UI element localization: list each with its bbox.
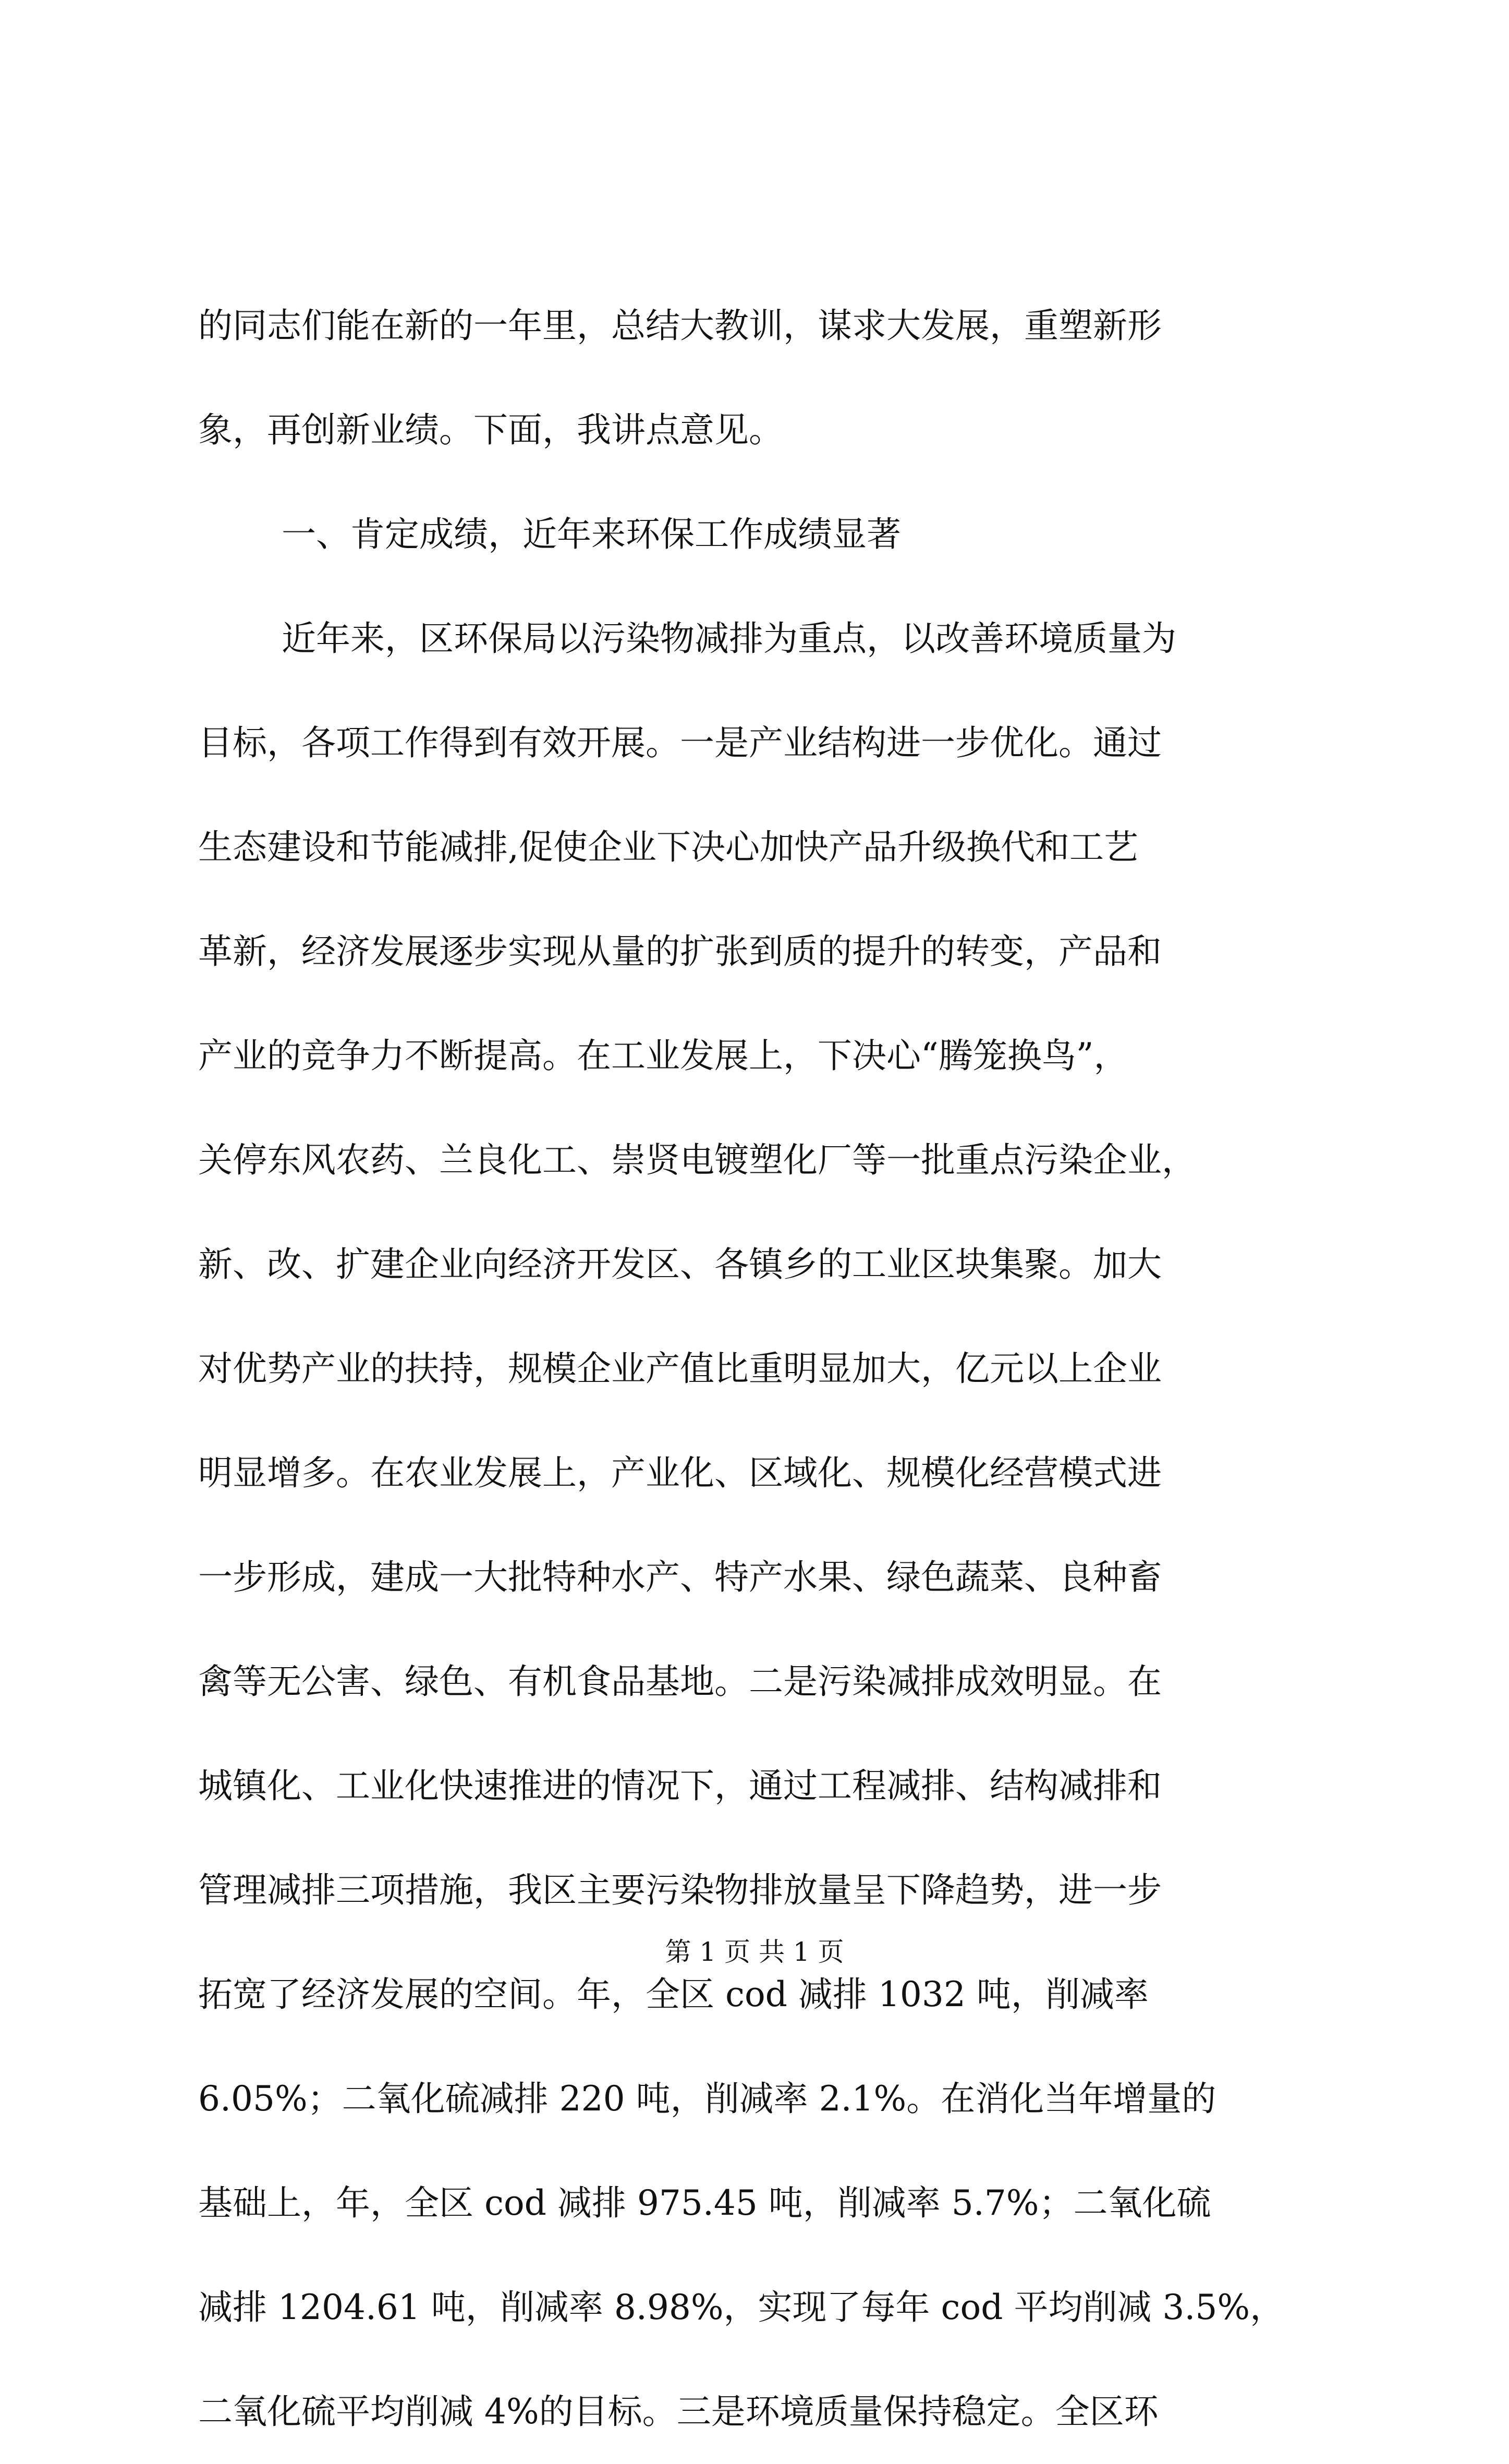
- paragraph-start-line: 近年来，区环保局以污染物减排为重点，以改善环境质量为: [282, 618, 1176, 659]
- text-line: 明显增多。在农业发展上，产业化、区域化、规模化经营模式进: [198, 1453, 1162, 1493]
- text-line: 6.05%；二氧化硫减排 220 吨，削减率 2.1%。在消化当年增量的: [198, 2079, 1216, 2119]
- section-heading: 一、肯定成绩，近年来环保工作成绩显著: [282, 514, 901, 554]
- text-line: 一步形成，建成一大批特种水产、特产水果、绿色蔬菜、良种畜: [198, 1557, 1162, 1597]
- text-line: 生态建设和节能减排,促使企业下决心加快产品升级换代和工艺: [198, 827, 1138, 867]
- text-line: 关停东风农药、兰良化工、崇贤电镀塑化厂等一批重点污染企业，: [198, 1140, 1196, 1180]
- text-line: 象，再创新业绩。下面，我讲点意见。: [198, 410, 783, 450]
- text-line: 对优势产业的扶持，规模企业产值比重明显加大，亿元以上企业: [198, 1349, 1162, 1389]
- document-body: [198, 274, 1371, 2464]
- text-line: 产业的竞争力不断提高。在工业发展上，下决心“腾笼换鸟”，: [198, 1036, 1128, 1076]
- text-line: 目标，各项工作得到有效开展。一是产业结构进一步优化。通过: [198, 723, 1162, 763]
- text-line: 基础上，年，全区 cod 减排 975.45 吨，削减率 5.7%；二氧化硫: [198, 2183, 1211, 2223]
- text-line: 的同志们能在新的一年里，总结大教训，谋求大发展，重塑新形: [198, 306, 1162, 346]
- text-line: 新、改、扩建企业向经济开发区、各镇乡的工业区块集聚。加大: [198, 1244, 1162, 1284]
- text-line: 城镇化、工业化快速推进的情况下，通过工程减排、结构减排和: [198, 1766, 1162, 1806]
- text-line: 管理减排三项措施，我区主要污染物排放量呈下降趋势，进一步: [198, 1870, 1162, 1910]
- text-line: 禽等无公害、绿色、有机食品基地。二是污染减排成效明显。在: [198, 1661, 1162, 1702]
- page-footer: [0, 1934, 1509, 1970]
- text-line: 革新，经济发展逐步实现从量的扩张到质的提升的转变，产品和: [198, 931, 1162, 972]
- text-line: 二氧化硫平均削减 4%的目标。三是环境质量保持稳定。全区环: [198, 2392, 1159, 2432]
- page-number-label: 第 1 页 共 1 页: [665, 1937, 844, 1967]
- text-line: 拓宽了经济发展的空间。年，全区 cod 减排 1032 吨，削减率: [198, 1974, 1149, 2014]
- text-line: 减排 1204.61 吨，削减率 8.98%，实现了每年 cod 平均削减 3.5%，: [198, 2287, 1285, 2327]
